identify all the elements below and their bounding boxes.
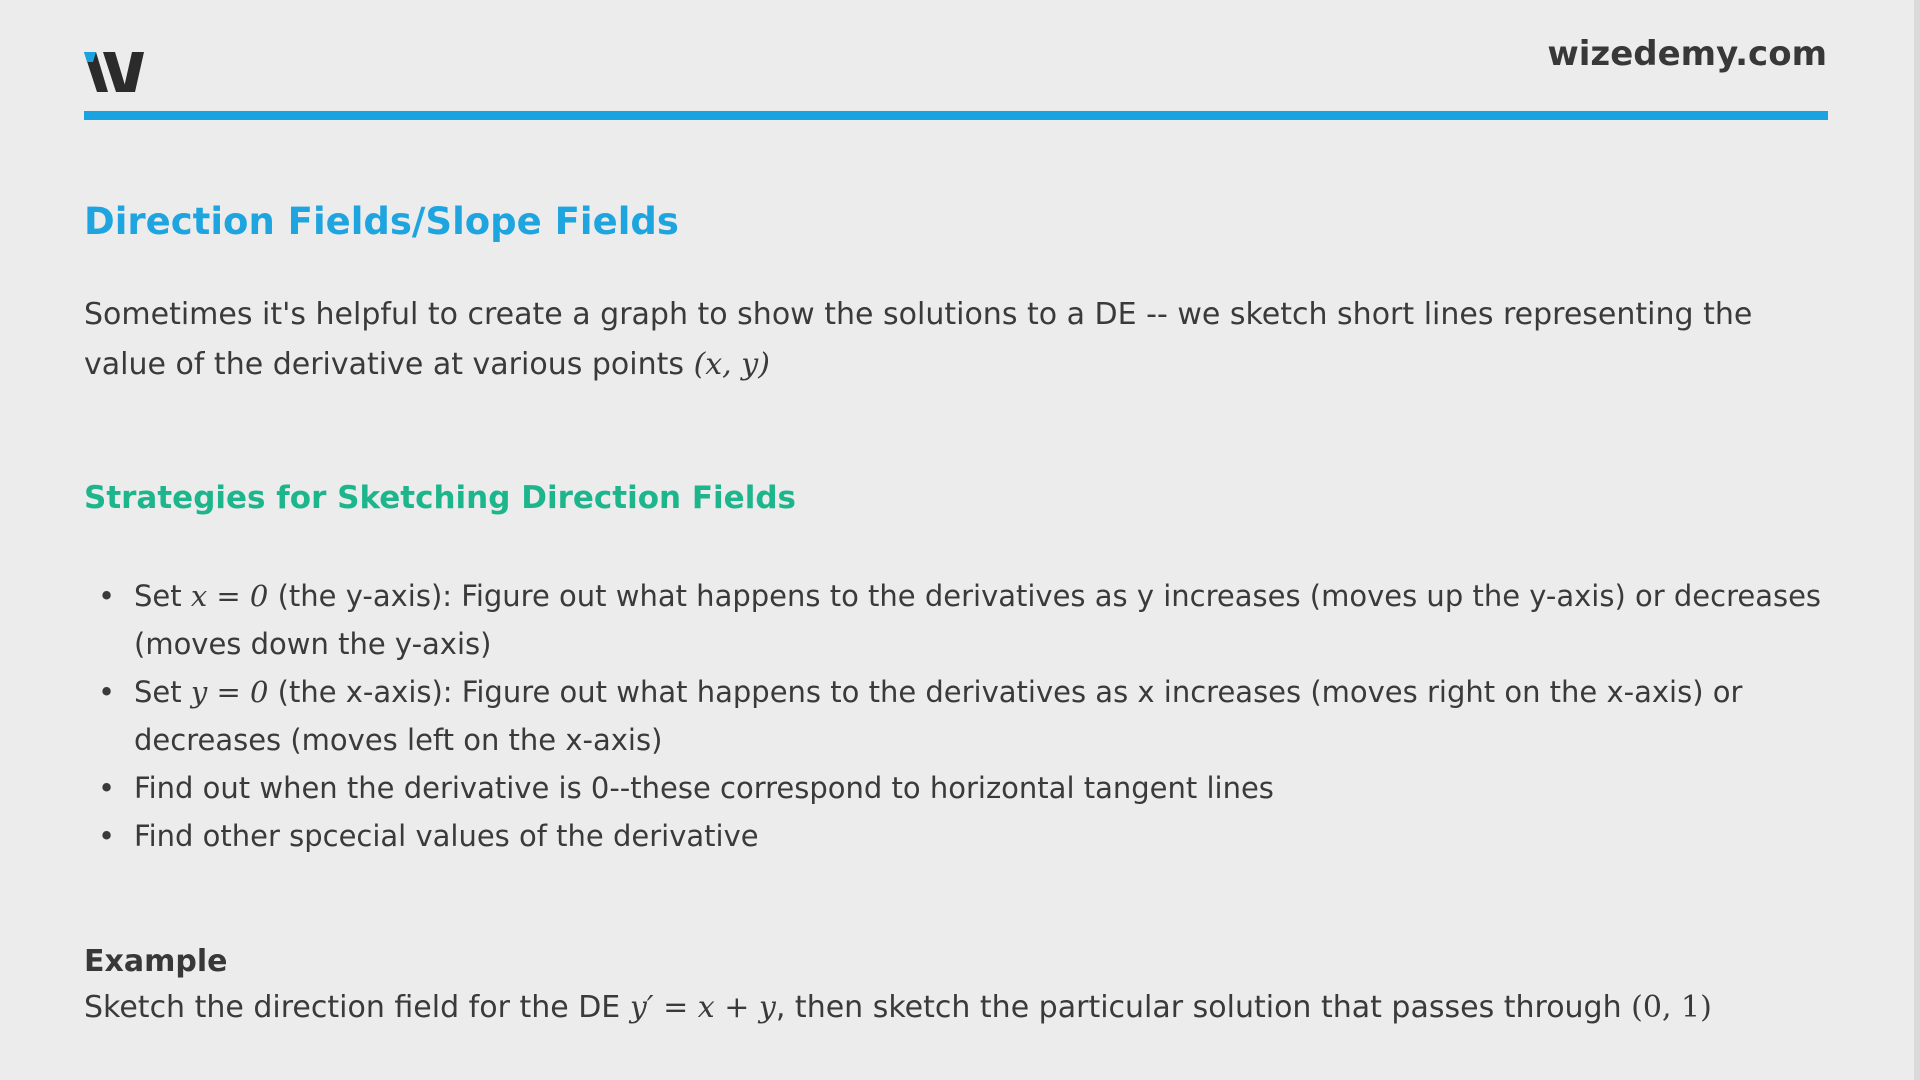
- wizedemy-logo: [84, 50, 146, 94]
- example-heading: Example: [84, 944, 228, 979]
- list-item: • Find other spcecial values of the derivative: [134, 812, 1824, 860]
- math-expression: y = 0: [190, 675, 269, 709]
- page-title: Direction Fields/Slope Fields: [84, 200, 679, 243]
- list-item: • Set y = 0 (the x-axis): Figure out what happens to the derivatives as x increases (moves right on the x-axis) or decreases (moves left on the x-axis): [134, 668, 1824, 764]
- example-text: Sketch the direction field for the DE y′ = x + y, then sketch the particular solution that passes through (0, 1): [84, 990, 1712, 1025]
- example-point: (0, 1): [1631, 990, 1712, 1025]
- scrollbar[interactable]: [1914, 0, 1920, 1080]
- example-equation: y′ = x + y: [629, 990, 776, 1025]
- intro-text: Sometimes it's helpful to create a graph to show the solutions to a DE -- we sketch short lines representing the value of the derivative at various points: [84, 297, 1753, 382]
- site-name: wizedemy.com: [1547, 34, 1827, 74]
- list-item: • Set x = 0 (the y-axis): Figure out what happens to the derivatives as y increases (moves up the y-axis) or decreases (moves down the y-axis): [134, 572, 1824, 668]
- list-item: • Find out when the derivative is 0--these correspond to horizontal tangent lines: [134, 764, 1824, 812]
- math-expression: x = 0: [190, 579, 269, 613]
- strategy-list: [134, 572, 1824, 860]
- header-divider: [84, 111, 1828, 120]
- intro-paragraph: [84, 290, 1824, 390]
- section-heading: Strategies for Sketching Direction Fields: [84, 480, 796, 516]
- intro-math: (x, y): [693, 347, 770, 382]
